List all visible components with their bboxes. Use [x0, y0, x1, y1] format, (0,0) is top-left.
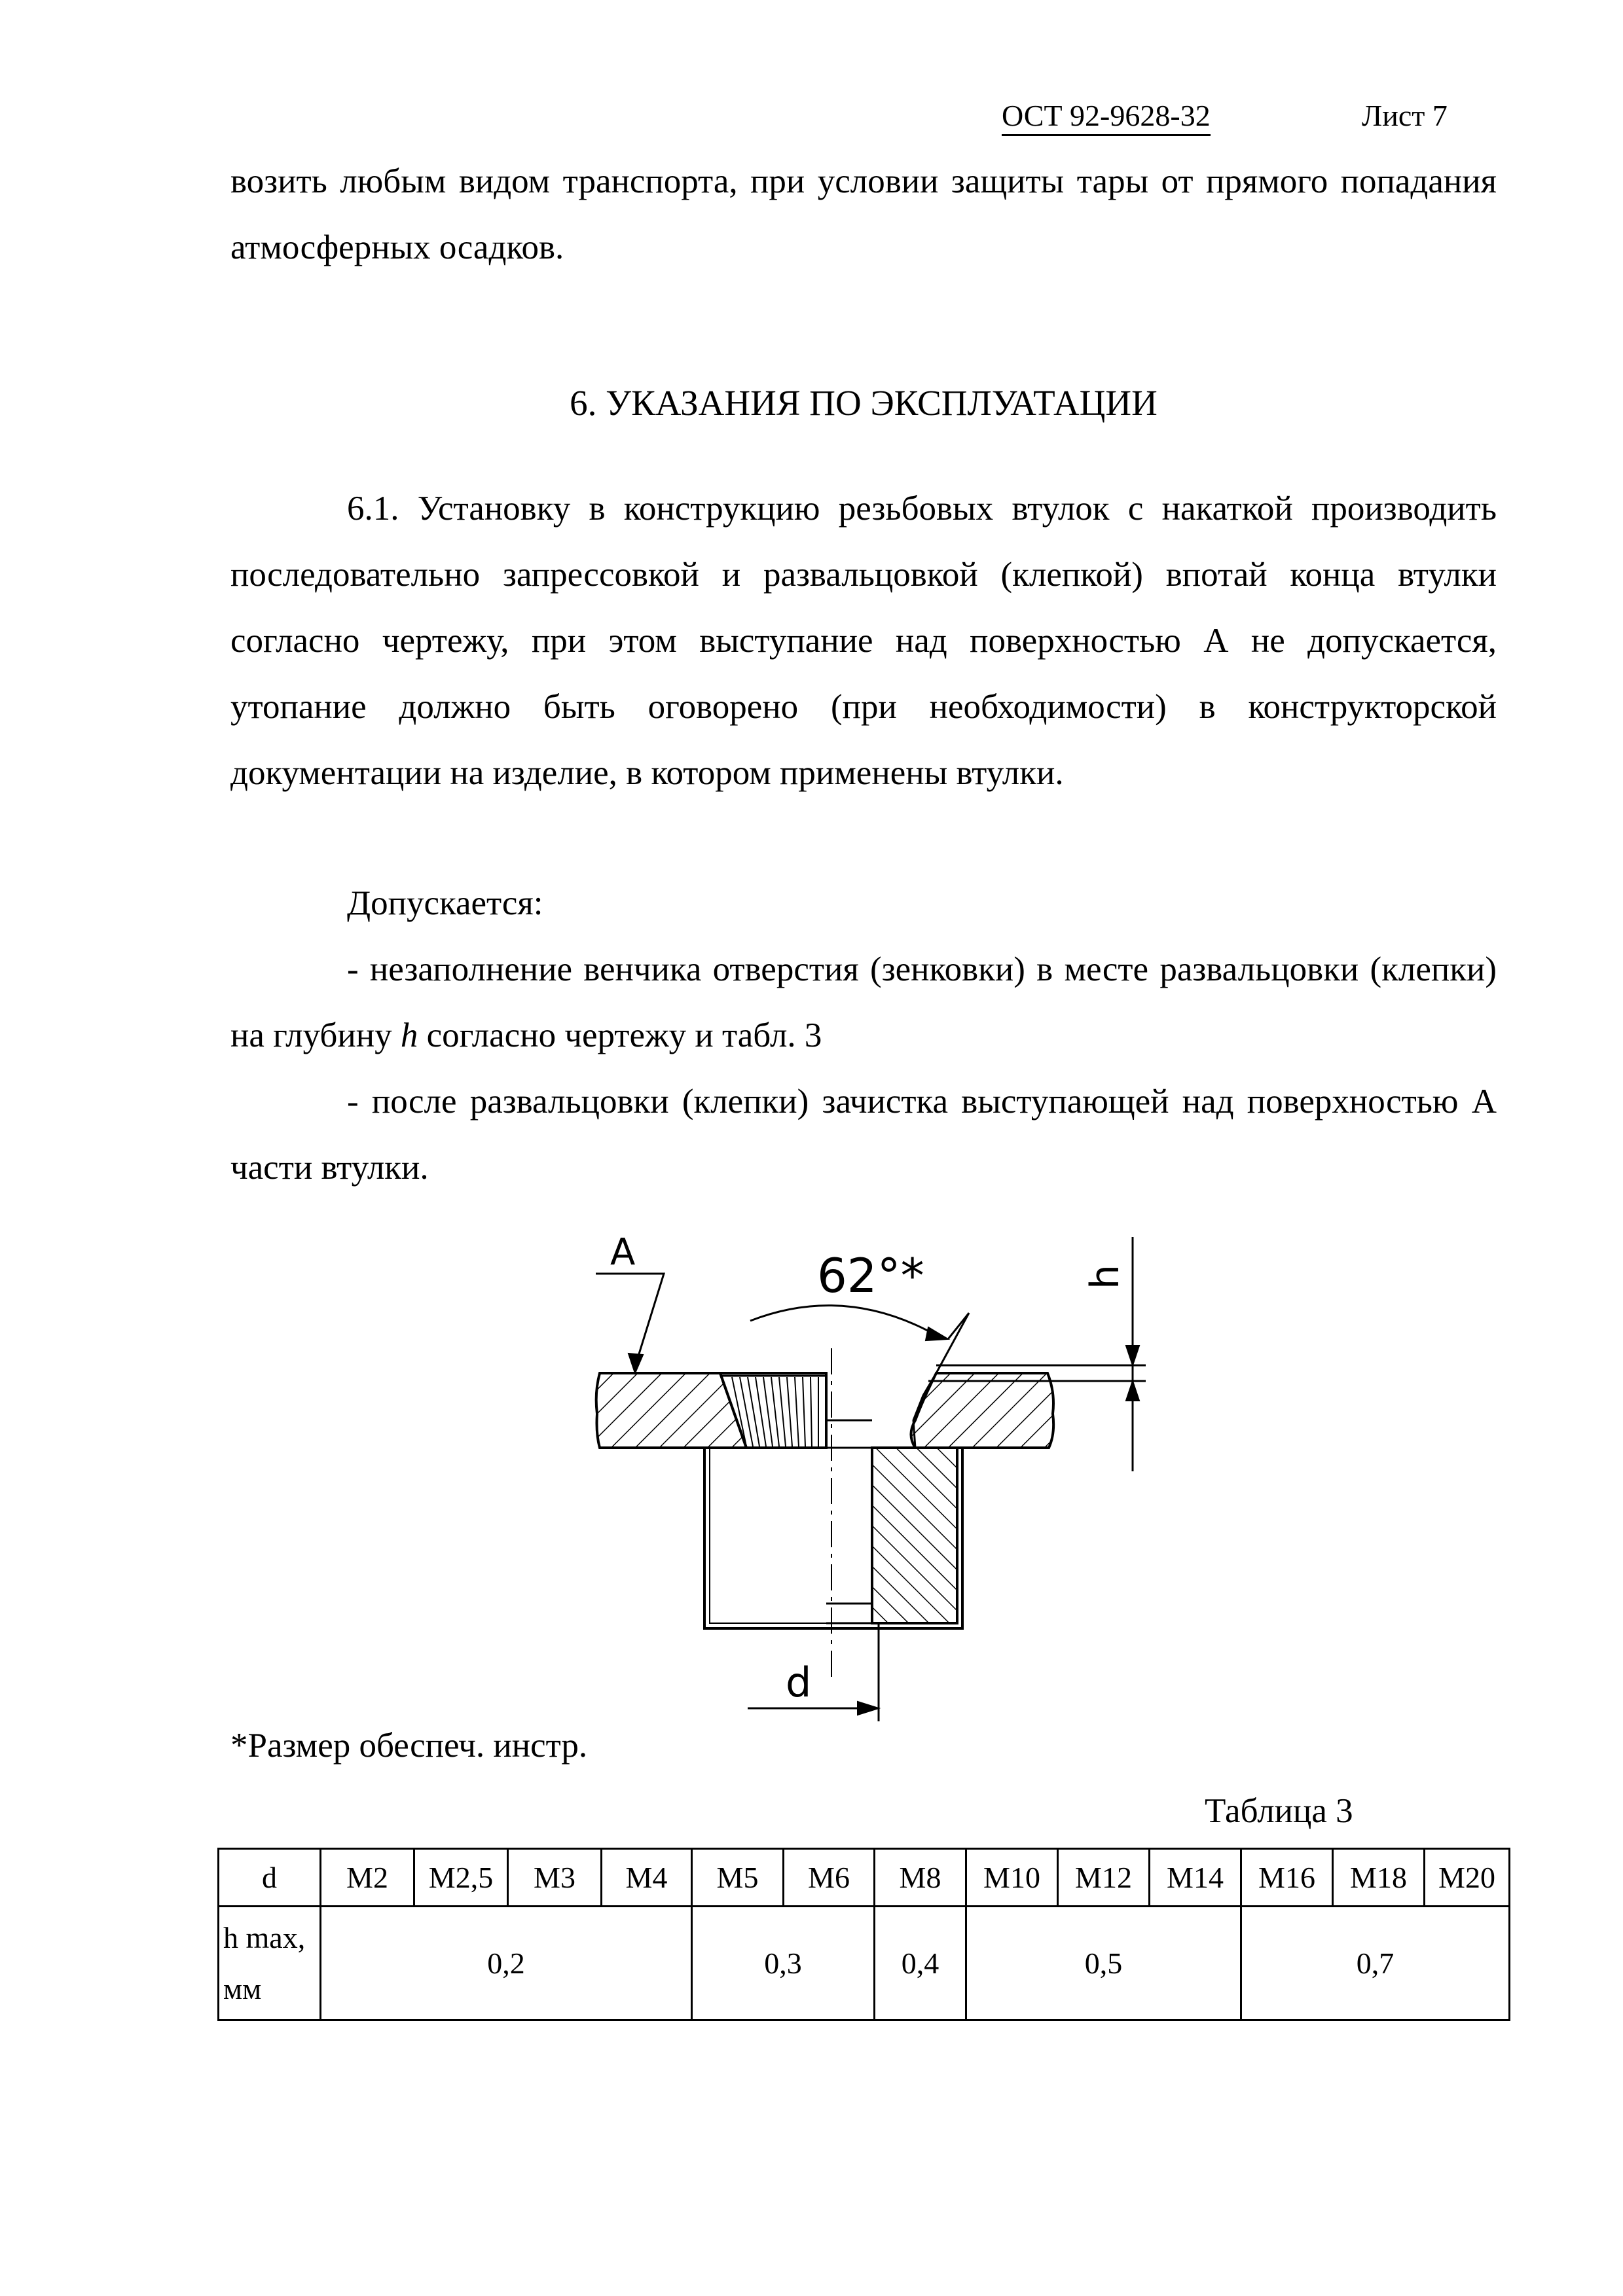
- table-caption: Таблица 3: [1205, 1792, 1353, 1830]
- table-cell: M14: [1150, 1849, 1241, 1907]
- table-cell: M3: [508, 1849, 602, 1907]
- table-row: [219, 1849, 1510, 1907]
- table-cell: 0,5: [966, 1907, 1241, 2020]
- table-header-d: d: [219, 1849, 321, 1907]
- label-surface-a: A: [610, 1231, 636, 1274]
- table-row: [219, 1907, 1510, 2020]
- sheet-number: Лист 7: [1362, 99, 1448, 132]
- page-header: [1002, 98, 1460, 137]
- list-item-1-text: - незаполнение венчика отверстия (зенковки) в месте развальцовки (клепки) на глубину: [230, 950, 1497, 1054]
- table-cell: M10: [966, 1849, 1058, 1907]
- section-heading: 6. УКАЗАНИЯ ПО ЭКСПЛУАТАЦИИ: [570, 383, 1158, 423]
- list-item-1-text-end: согласно чертежу и табл. 3: [418, 1016, 822, 1054]
- table-cell: M8: [875, 1849, 966, 1907]
- label-h: h: [1082, 1264, 1128, 1289]
- paragraph-continuation: возить любым видом транспорта, при условии защиты тары от прямого попадания атмосферных осадков.: [230, 162, 1497, 266]
- table-cell: 0,7: [1241, 1907, 1510, 2020]
- table-cell: M5: [692, 1849, 784, 1907]
- bushing-drawing: [570, 1224, 1146, 1728]
- document-number: ОСТ 92-9628-32: [1002, 98, 1211, 136]
- table-cell: 0,3: [692, 1907, 875, 2020]
- table-cell: 0,4: [875, 1907, 966, 2020]
- table-header-h: [219, 1907, 321, 2020]
- table-cell: M2,5: [414, 1849, 508, 1907]
- allowed-label: Допускается:: [347, 884, 543, 922]
- table-cell: M6: [784, 1849, 875, 1907]
- label-angle: 62°*: [817, 1248, 924, 1303]
- variable-h: h: [400, 1016, 418, 1054]
- footnote: *Размер обеспеч. инстр.: [230, 1727, 588, 1765]
- table-cell: M12: [1058, 1849, 1150, 1907]
- table-cell: M18: [1333, 1849, 1425, 1907]
- table-3: [217, 1848, 1510, 2021]
- table-cell: M4: [602, 1849, 692, 1907]
- h-max-label: h max,: [223, 1920, 306, 1954]
- label-d: d: [786, 1659, 812, 1706]
- paragraph-6-1: 6.1. Установку в конструкцию резьбовых втулок с накаткой производить последовательно запрессовкой и развальцовкой (клепкой) впотай конца втулки согласно чертежу, при этом выступание над поверхностью А не допускается, утопание должно быть оговорено (при необходимости) в конструкторской документации на изделие, в котором применены втулки.: [230, 490, 1497, 792]
- table-cell: M2: [321, 1849, 414, 1907]
- list-item-2: - после развальцовки (клепки) зачистка выступающей над поверхностью А части втулки.: [230, 1083, 1497, 1187]
- list-item-1: [230, 937, 1497, 1069]
- table-cell: M16: [1241, 1849, 1333, 1907]
- mm-label: мм: [223, 1971, 262, 2005]
- table-cell: 0,2: [321, 1907, 692, 2020]
- table-cell: M20: [1425, 1849, 1510, 1907]
